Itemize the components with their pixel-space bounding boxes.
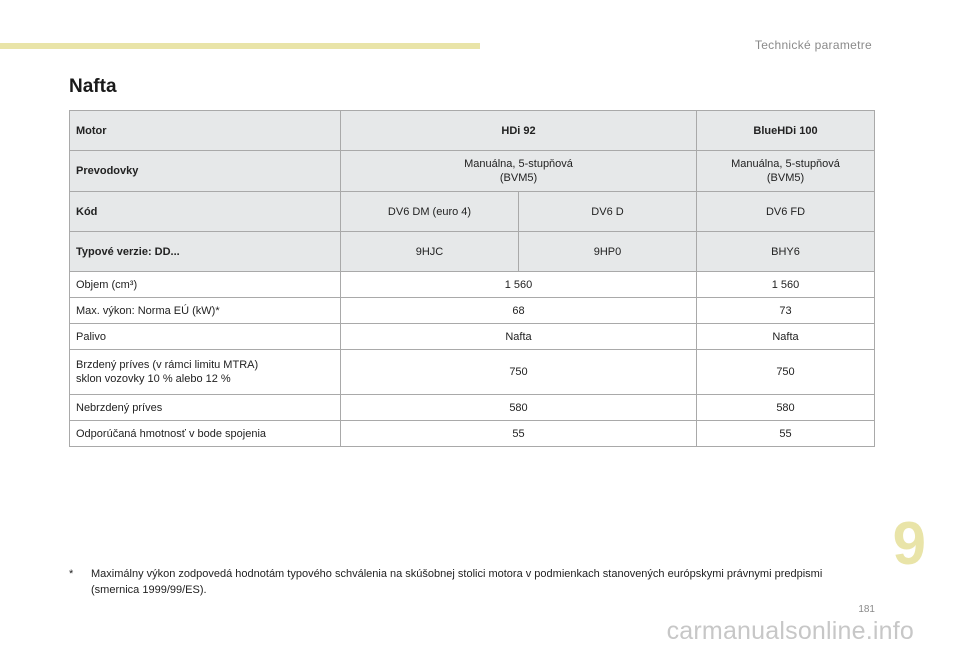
gearbox-hdi92: Manuálna, 5-stupňová (BVM5)	[341, 151, 697, 192]
table-row-kod	[70, 192, 875, 232]
row-label-odporucana-hmotnost: Odporúčaná hmotnosť v bode spojenia	[70, 421, 341, 447]
palivo-value: Nafta	[697, 324, 875, 350]
table-row-motor	[70, 111, 875, 151]
kod-value: DV6 DM (euro 4)	[341, 192, 519, 232]
chapter-number: 9	[892, 510, 926, 577]
section-title: Nafta	[69, 76, 117, 97]
row-label-typove-verzie: Typové verzie: DD...	[70, 232, 341, 272]
engine-hdi92-header: HDi 92	[341, 111, 697, 151]
row-label-palivo: Palivo	[70, 324, 341, 350]
chapter-header-title: Technické parametre	[754, 38, 872, 52]
engine-spec-table	[69, 110, 875, 447]
odporucana-hmotnost-value: 55	[697, 421, 875, 447]
table-row-nebrzdeny-prives	[70, 395, 875, 421]
typove-verzie-value: BHY6	[697, 232, 875, 272]
footnote-marker: *	[69, 568, 74, 580]
row-label-nebrzdeny-prives: Nebrzdený príves	[70, 395, 341, 421]
page-number: 181	[858, 604, 875, 615]
footnote-text: Maximálny výkon zodpovedá hodnotám typového schválenia na skúšobnej stolici motora v podmienkach stanovených európskymi právnymi predpismi (smernica 1999/99/ES).	[91, 568, 823, 596]
row-label-brzdeny-prives: Brzdený príves (v rámci limitu MTRA) sklon vozovky 10 % alebo 12 %	[70, 350, 341, 395]
table-row-prevodovky	[70, 151, 875, 192]
kod-value: DV6 D	[519, 192, 697, 232]
row-label-objem: Objem (cm³)	[70, 272, 341, 298]
objem-value: 1 560	[341, 272, 697, 298]
max-vykon-value: 73	[697, 298, 875, 324]
row-label-motor: Motor	[70, 111, 341, 151]
gearbox-bluehdi100: Manuálna, 5-stupňová (BVM5)	[697, 151, 875, 192]
palivo-value: Nafta	[341, 324, 697, 350]
brzdeny-prives-value: 750	[341, 350, 697, 395]
row-label-kod: Kód	[70, 192, 341, 232]
nebrzdeny-prives-value: 580	[697, 395, 875, 421]
header-accent-bar	[0, 43, 480, 49]
odporucana-hmotnost-value: 55	[341, 421, 697, 447]
watermark: carmanualsonline.info	[666, 617, 914, 645]
table-row-objem	[70, 272, 875, 298]
max-vykon-value: 68	[341, 298, 697, 324]
engine-bluehdi100-header: BlueHDi 100	[697, 111, 875, 151]
table-row-brzdeny-prives	[70, 350, 875, 395]
table-row-odporucana-hmotnost	[70, 421, 875, 447]
typove-verzie-value: 9HJC	[341, 232, 519, 272]
typove-verzie-value: 9HP0	[519, 232, 697, 272]
footnote	[69, 566, 849, 598]
nebrzdeny-prives-value: 580	[341, 395, 697, 421]
table-row-palivo	[70, 324, 875, 350]
table-row-typove-verzie	[70, 232, 875, 272]
row-label-max-vykon: Max. výkon: Norma EÚ (kW)*	[70, 298, 341, 324]
kod-value: DV6 FD	[697, 192, 875, 232]
brzdeny-prives-value: 750	[697, 350, 875, 395]
row-label-prevodovky: Prevodovky	[70, 151, 341, 192]
objem-value: 1 560	[697, 272, 875, 298]
table-row-max-vykon	[70, 298, 875, 324]
